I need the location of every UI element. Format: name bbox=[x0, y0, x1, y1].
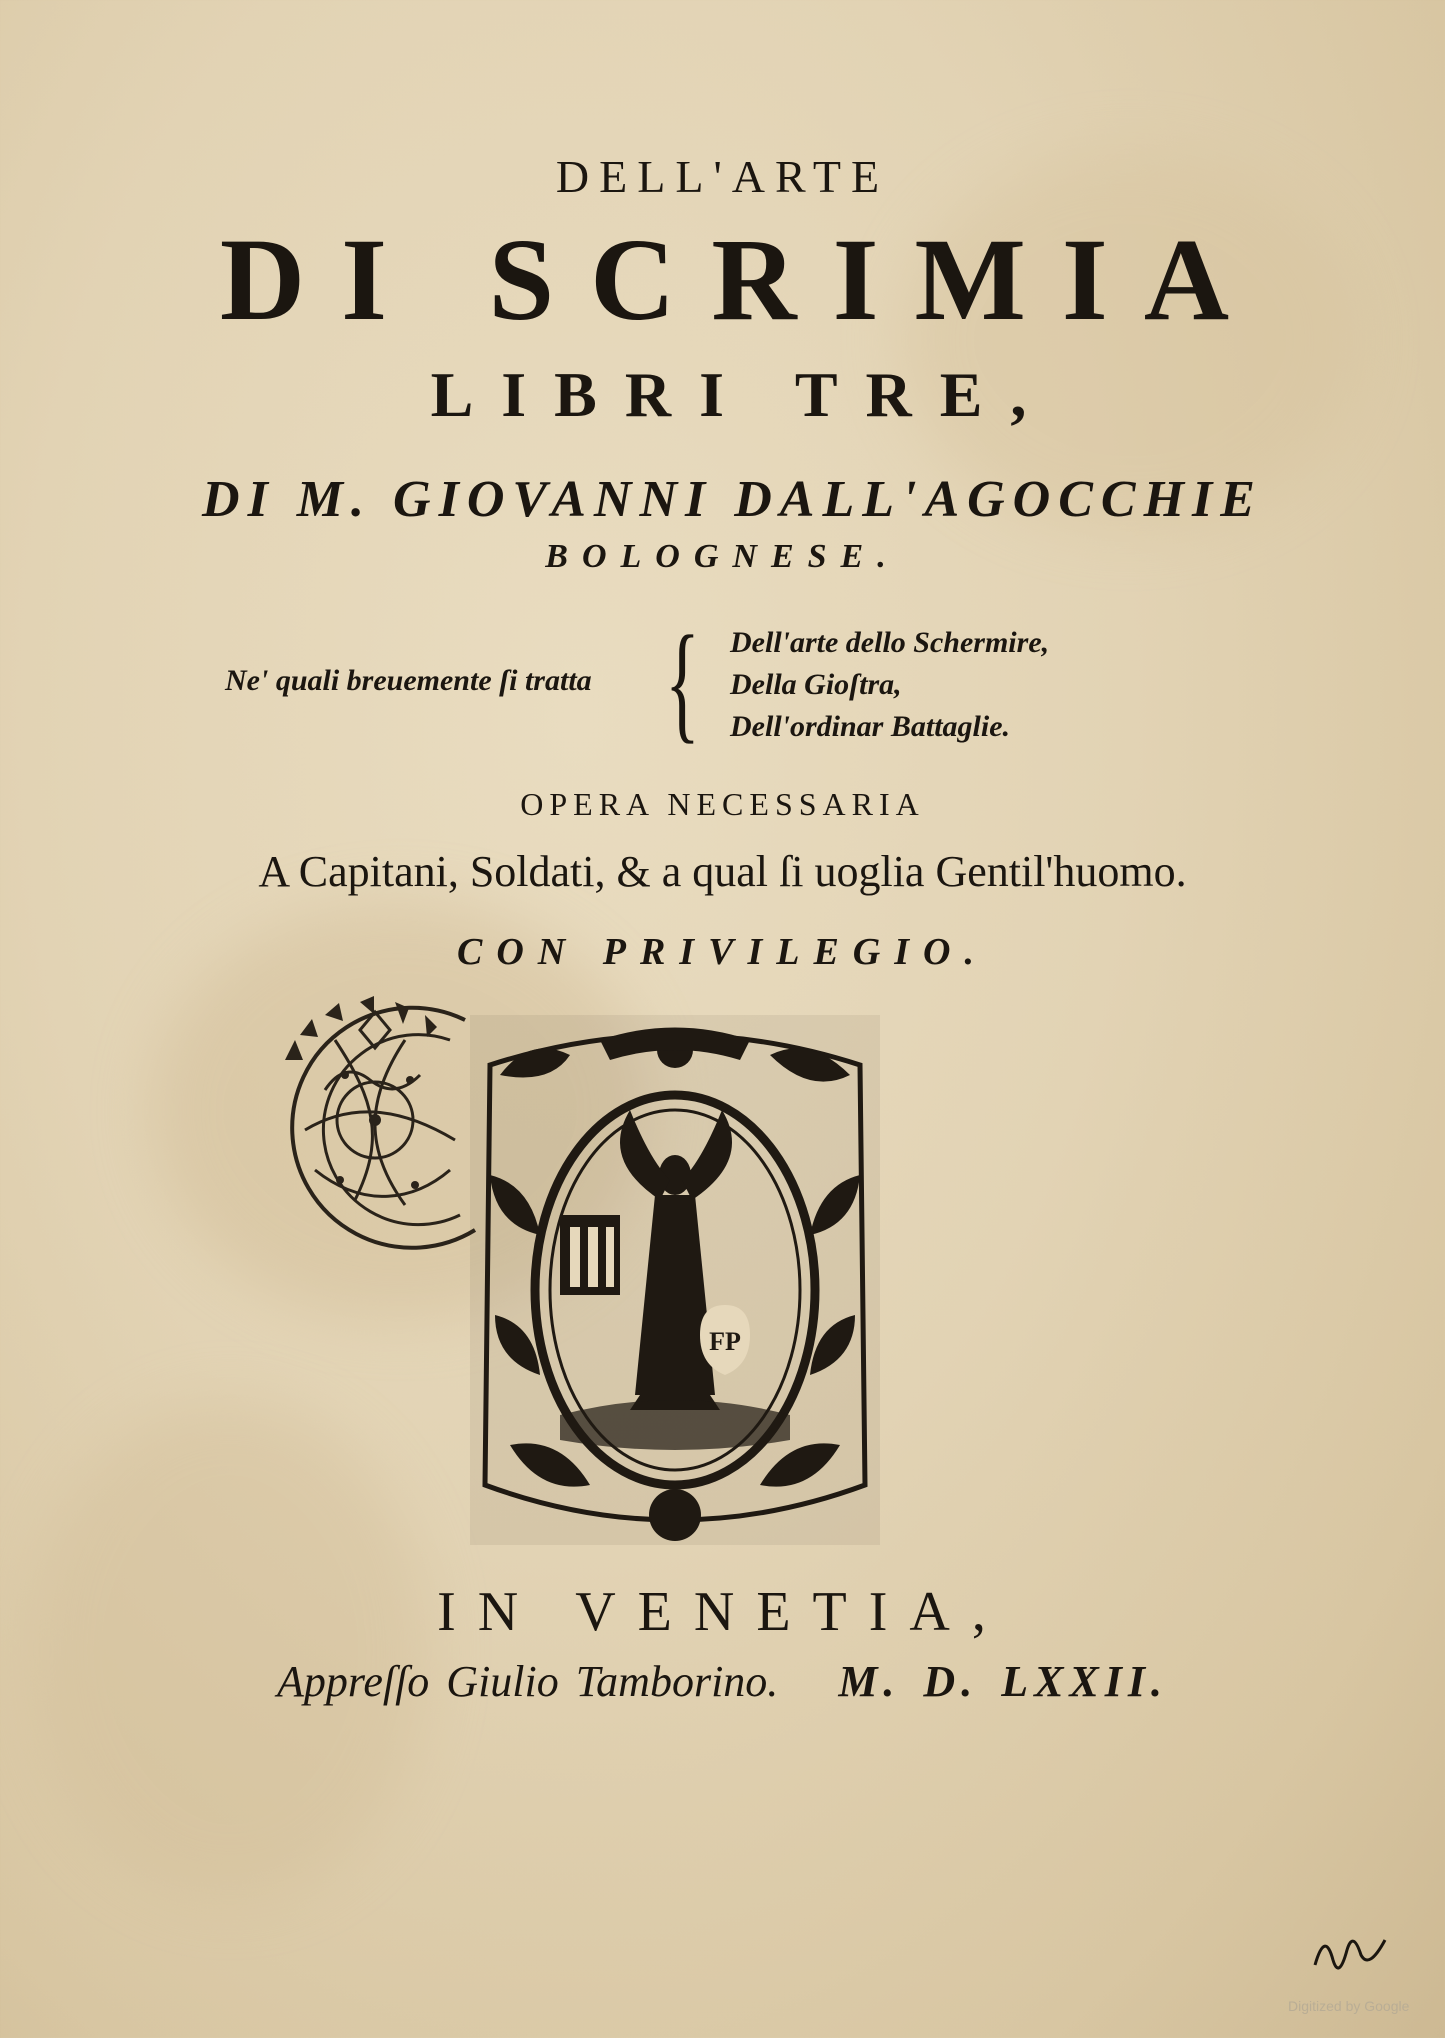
title-line-3: LIBRI TRE, bbox=[430, 359, 1055, 430]
printer-device-woodcut bbox=[470, 1015, 880, 1545]
handwritten-mark bbox=[1310, 1925, 1390, 1975]
digitization-watermark: Digitized by Google bbox=[1288, 1998, 1410, 2014]
printer-name: Appreſſo Giulio Tamborino. bbox=[276, 1657, 779, 1706]
imprint-line bbox=[0, 1656, 1445, 1707]
privilege-line: CON PRIVILEGIO. bbox=[457, 931, 988, 973]
library-stamp bbox=[265, 980, 490, 1260]
imprint-place: IN VENETIA, bbox=[437, 1581, 1008, 1643]
title-line-1: DELL'ARTE bbox=[555, 151, 890, 202]
subject-item: Dell'ordinar Battaglie. bbox=[730, 710, 1011, 743]
subject-item: Della Gioſtra, bbox=[730, 668, 902, 701]
brace-symbol: { bbox=[665, 608, 700, 755]
author-line: DI M. GIOVANNI DALL'AGOCCHIE bbox=[202, 471, 1263, 528]
subject-item: Dell'arte dello Schermire, bbox=[730, 626, 1050, 659]
device-initials: FP bbox=[709, 1327, 741, 1356]
work-note: OPERA NECESSARIA bbox=[520, 786, 925, 822]
subjects-block bbox=[225, 608, 1125, 755]
main-title: DI SCRIMIA bbox=[219, 214, 1266, 345]
audience-line: A Capitani, Soldati, & a qual ſi uoglia Gentil'huomo. bbox=[258, 847, 1187, 896]
author-origin: BOLOGNESE. bbox=[545, 538, 900, 575]
subjects-intro: Ne' quali breuemente ſi tratta bbox=[225, 664, 592, 697]
publication-year: M. D. LXXII. bbox=[838, 1657, 1169, 1706]
subjects-list bbox=[730, 622, 1049, 748]
paper-stain bbox=[30, 1400, 430, 1900]
